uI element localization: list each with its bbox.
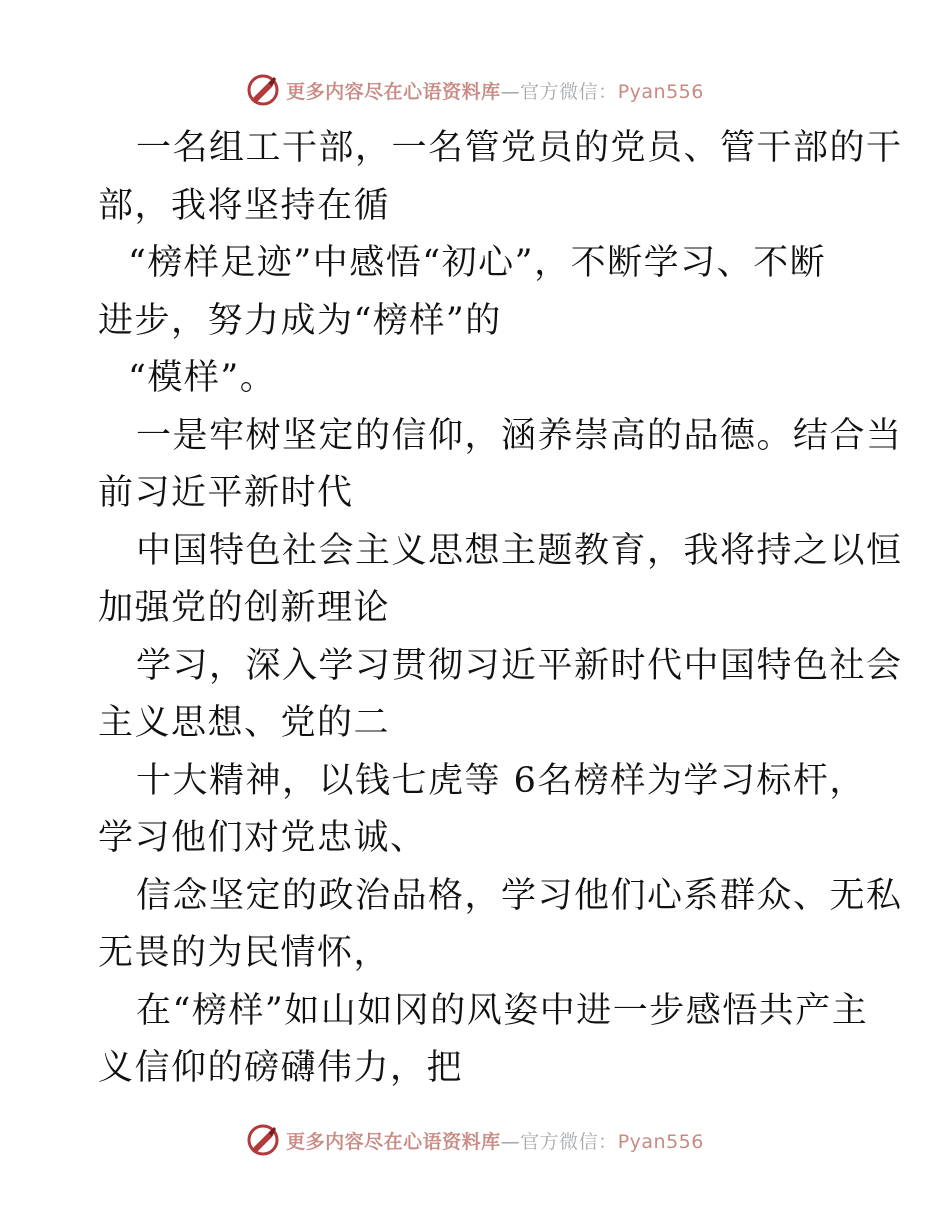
document-body [98,120,903,1098]
watermark-text [286,77,704,104]
watermark-sub: 官方微信： [520,80,618,103]
watermark-text [286,1127,704,1154]
text-line: 中国特色社会主义思想主题教育，我将持之以恒 [136,530,903,571]
text-line: 主义思想、党的二 [98,703,391,743]
text-line: “模样”。 [128,358,277,398]
text-line: 学习他们对党忠诚、 [98,818,427,858]
watermark-sub: 官方微信： [520,1130,618,1153]
watermark-brand: 更多内容尽在心语资料库 [286,80,501,103]
pen-logo-icon [246,1123,280,1157]
watermark-id: Pyan556 [617,1130,704,1153]
text-line: 一名组工干部，一名管党员的党员、管干部的干 [136,128,903,168]
text-line: 前习近平新时代 [98,473,354,513]
text-line: 一是牢树坚定的信仰，涵养崇高的品德。结合当 [136,415,903,456]
text-line: “榜样足迹”中感悟“初心”，不断学习、不断 [128,243,827,283]
text-line: 学习，深入学习贯彻习近平新时代中国特色社会 [136,645,903,686]
header-watermark [0,70,950,110]
watermark-id: Pyan556 [617,80,704,103]
text-line: 进步，努力成为“榜样”的 [98,300,502,341]
text-line: 信念坚定的政治品格，学习他们心系群众、无私 [136,875,903,916]
text-line: 无畏的为民情怀， [98,933,391,973]
text-line: 部，我将坚持在循 [98,185,391,226]
text-line: 十大精神，以钱七虎等 6名榜样为学习标杆， [136,760,866,801]
watermark-dash: — [500,1130,521,1153]
text-line: 加强党的创新理论 [98,588,391,628]
text-line: 义信仰的磅礴伟力，把 [98,1048,464,1088]
pen-logo-icon [246,73,280,107]
text-line: 在“榜样”如山如冈的风姿中进一步感悟共产主 [136,990,869,1031]
footer-watermark [0,1120,950,1160]
watermark-brand: 更多内容尽在心语资料库 [286,1130,501,1153]
watermark-dash: — [500,80,521,103]
